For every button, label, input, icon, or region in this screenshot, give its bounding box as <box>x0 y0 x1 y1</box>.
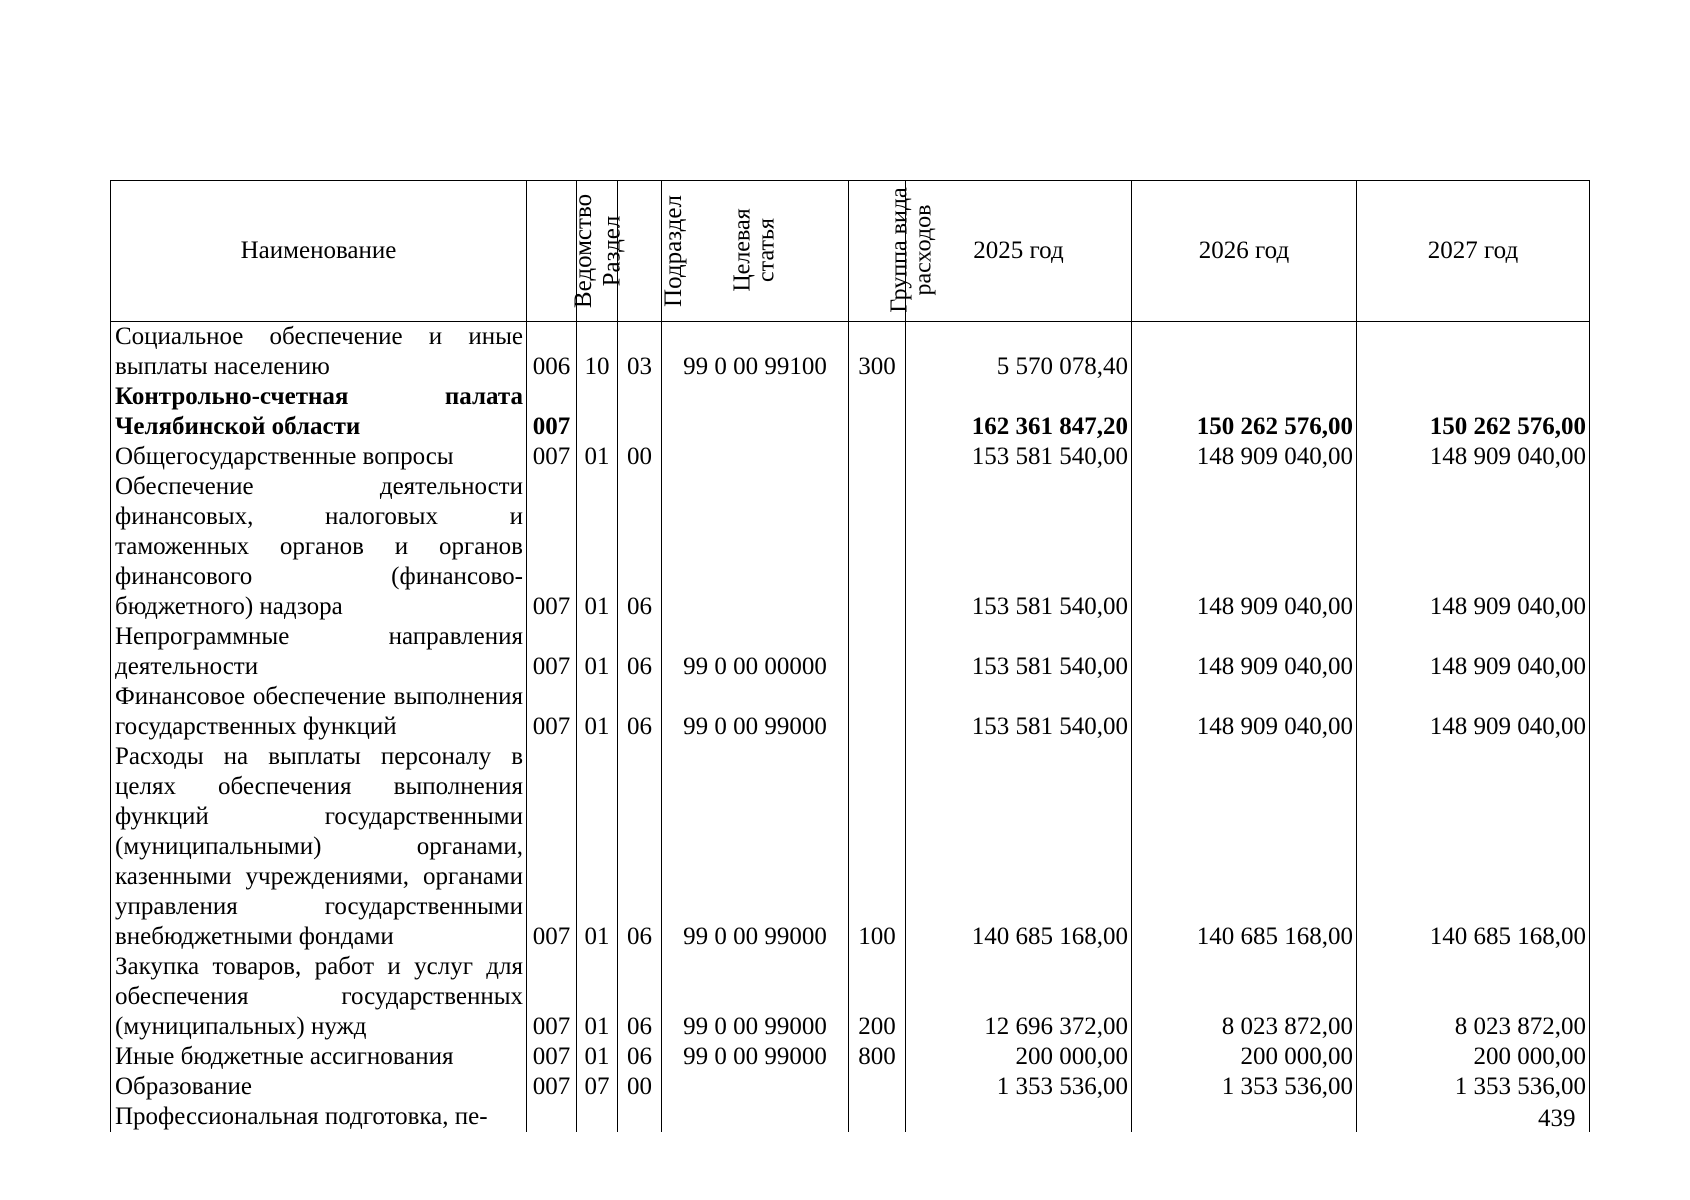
cell-amount-2026: 140 685 168,00 <box>1132 742 1357 952</box>
cell-name: Расходы на выплаты персоналу в целях обеспечения выполнения функций государственными (муниципальными) органами, казенными учреждениями, органами управления государственными внебюджетными фондами <box>111 742 527 952</box>
cell-subsection: 06 <box>618 1042 662 1072</box>
cell-name: Финансовое обеспечение выполнения государственных функций <box>111 682 527 742</box>
cell-expense-group <box>849 472 906 622</box>
cell-department: 007 <box>527 952 577 1042</box>
cell-target-article <box>662 1102 849 1132</box>
table-row <box>111 442 1590 472</box>
cell-expense-group: 800 <box>849 1042 906 1072</box>
cell-target-article: 99 0 00 99000 <box>662 952 849 1042</box>
cell-subsection <box>618 382 662 442</box>
table-body <box>111 322 1590 1133</box>
cell-section: 01 <box>577 472 618 622</box>
cell-amount-2025: 1 353 536,00 <box>906 1072 1132 1102</box>
header-subsection: Подраздел <box>618 181 662 322</box>
cell-department: 006 <box>527 322 577 383</box>
cell-amount-2027: 8 023 872,00 <box>1357 952 1590 1042</box>
cell-name: Контрольно-счетная палата Челябинской области <box>111 382 527 442</box>
cell-target-article <box>662 382 849 442</box>
cell-expense-group <box>849 622 906 682</box>
cell-department: 007 <box>527 1072 577 1102</box>
cell-section: 10 <box>577 322 618 383</box>
cell-name: Общегосударственные вопросы <box>111 442 527 472</box>
table-row <box>111 1102 1590 1132</box>
cell-name: Образование <box>111 1072 527 1102</box>
header-year-2025: 2025 год <box>906 181 1132 322</box>
table-row <box>111 682 1590 742</box>
table-header-row <box>111 181 1590 322</box>
cell-subsection: 06 <box>618 472 662 622</box>
header-year-2026: 2026 год <box>1132 181 1357 322</box>
cell-expense-group: 300 <box>849 322 906 383</box>
cell-amount-2026: 8 023 872,00 <box>1132 952 1357 1042</box>
cell-section: 01 <box>577 622 618 682</box>
cell-section <box>577 1102 618 1132</box>
cell-amount-2025: 12 696 372,00 <box>906 952 1132 1042</box>
cell-amount-2025: 153 581 540,00 <box>906 682 1132 742</box>
table-row <box>111 382 1590 442</box>
cell-amount-2025: 200 000,00 <box>906 1042 1132 1072</box>
cell-subsection: 00 <box>618 442 662 472</box>
cell-section: 01 <box>577 442 618 472</box>
cell-target-article: 99 0 00 99000 <box>662 742 849 952</box>
cell-expense-group: 200 <box>849 952 906 1042</box>
cell-target-article <box>662 442 849 472</box>
cell-amount-2027: 148 909 040,00 <box>1357 472 1590 622</box>
cell-expense-group <box>849 1102 906 1132</box>
cell-subsection: 06 <box>618 952 662 1042</box>
cell-department: 007 <box>527 682 577 742</box>
cell-expense-group <box>849 442 906 472</box>
cell-subsection: 03 <box>618 322 662 383</box>
page-number: 439 <box>1538 1105 1576 1132</box>
cell-amount-2025: 5 570 078,40 <box>906 322 1132 383</box>
table-row <box>111 1042 1590 1072</box>
table-row <box>111 472 1590 622</box>
cell-amount-2027: 200 000,00 <box>1357 1042 1590 1072</box>
cell-section: 07 <box>577 1072 618 1102</box>
cell-department: 007 <box>527 442 577 472</box>
cell-amount-2027 <box>1357 322 1590 383</box>
cell-section: 01 <box>577 1042 618 1072</box>
cell-amount-2027: 150 262 576,00 <box>1357 382 1590 442</box>
cell-department: 007 <box>527 472 577 622</box>
cell-subsection <box>618 1102 662 1132</box>
budget-table <box>110 180 1590 1132</box>
table-row <box>111 622 1590 682</box>
cell-amount-2027: 1 353 536,00 <box>1357 1072 1590 1102</box>
table-row <box>111 1072 1590 1102</box>
cell-amount-2025: 153 581 540,00 <box>906 622 1132 682</box>
cell-subsection: 06 <box>618 742 662 952</box>
cell-target-article: 99 0 00 00000 <box>662 622 849 682</box>
cell-expense-group <box>849 382 906 442</box>
header-section: Раздел <box>577 181 618 322</box>
cell-amount-2026: 148 909 040,00 <box>1132 682 1357 742</box>
header-target-article: Целевая статья <box>662 181 849 322</box>
cell-amount-2026: 150 262 576,00 <box>1132 382 1357 442</box>
cell-expense-group <box>849 1072 906 1102</box>
cell-amount-2026: 148 909 040,00 <box>1132 442 1357 472</box>
table-row <box>111 322 1590 383</box>
cell-section <box>577 382 618 442</box>
cell-amount-2026: 148 909 040,00 <box>1132 622 1357 682</box>
table-row <box>111 742 1590 952</box>
cell-department: 007 <box>527 742 577 952</box>
cell-expense-group <box>849 682 906 742</box>
cell-subsection: 06 <box>618 622 662 682</box>
header-department: Ведомство <box>527 181 577 322</box>
cell-section: 01 <box>577 682 618 742</box>
cell-section: 01 <box>577 952 618 1042</box>
cell-target-article <box>662 1072 849 1102</box>
cell-amount-2025: 162 361 847,20 <box>906 382 1132 442</box>
cell-department: 007 <box>527 382 577 442</box>
cell-amount-2026: 200 000,00 <box>1132 1042 1357 1072</box>
cell-target-article: 99 0 00 99000 <box>662 1042 849 1072</box>
cell-department: 007 <box>527 622 577 682</box>
cell-expense-group: 100 <box>849 742 906 952</box>
cell-department <box>527 1102 577 1132</box>
cell-section: 01 <box>577 742 618 952</box>
cell-name: Иные бюджетные ассигнования <box>111 1042 527 1072</box>
cell-amount-2026: 148 909 040,00 <box>1132 472 1357 622</box>
cell-amount-2027: 148 909 040,00 <box>1357 622 1590 682</box>
header-name: Наименование <box>111 181 527 322</box>
cell-subsection: 00 <box>618 1072 662 1102</box>
cell-amount-2026 <box>1132 322 1357 383</box>
cell-amount-2025: 153 581 540,00 <box>906 472 1132 622</box>
cell-amount-2027: 148 909 040,00 <box>1357 442 1590 472</box>
cell-name: Закупка товаров, работ и услуг для обеспечения государственных (муниципальных) нужд <box>111 952 527 1042</box>
header-expense-group: Группа вида расходов <box>849 181 906 322</box>
cell-name: Профессиональная подготовка, пе- <box>111 1102 527 1132</box>
cell-name: Непрограммные направления деятельности <box>111 622 527 682</box>
cell-target-article: 99 0 00 99000 <box>662 682 849 742</box>
cell-target-article: 99 0 00 99100 <box>662 322 849 383</box>
cell-department: 007 <box>527 1042 577 1072</box>
cell-amount-2025: 140 685 168,00 <box>906 742 1132 952</box>
header-year-2027: 2027 год <box>1357 181 1590 322</box>
cell-target-article <box>662 472 849 622</box>
cell-subsection: 06 <box>618 682 662 742</box>
cell-name: Социальное обеспечение и иные выплаты населению <box>111 322 527 383</box>
cell-name: Обеспечение деятельности финансовых, налоговых и таможенных органов и органов финансового (финансово-бюджетного) надзора <box>111 472 527 622</box>
table-row <box>111 952 1590 1042</box>
cell-amount-2027: 140 685 168,00 <box>1357 742 1590 952</box>
cell-amount-2025 <box>906 1102 1132 1132</box>
cell-amount-2026: 1 353 536,00 <box>1132 1072 1357 1102</box>
cell-amount-2026 <box>1132 1102 1357 1132</box>
cell-amount-2027: 148 909 040,00 <box>1357 682 1590 742</box>
cell-amount-2025: 153 581 540,00 <box>906 442 1132 472</box>
